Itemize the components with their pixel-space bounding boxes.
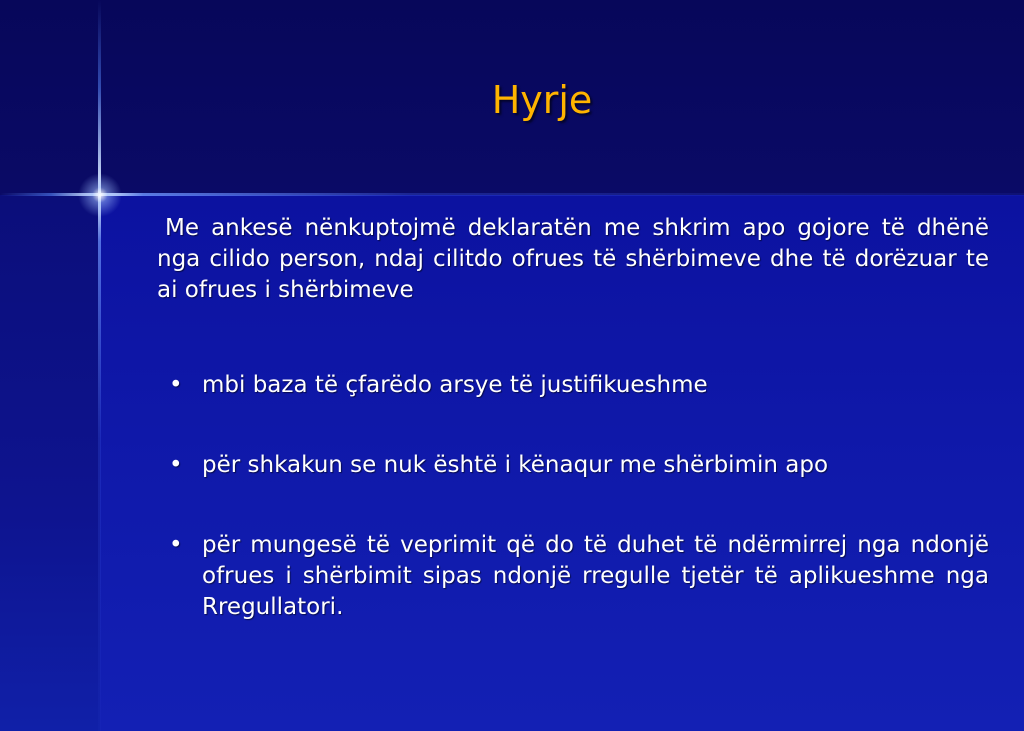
bullet-text: për shkakun se nuk është i kënaqur me shërbimin apo bbox=[202, 452, 829, 478]
bullet-icon: • bbox=[169, 372, 183, 398]
intro-paragraph: Me ankesë nënkuptojmë deklaratën me shkrim apo gojore të dhënë nga cilido person, ndaj cilitdo ofrues të shërbimeve dhe të dorëzuar te ai ofrues i shërbimeve bbox=[157, 215, 989, 303]
list-item bbox=[165, 370, 989, 401]
bullet-list bbox=[165, 370, 989, 623]
bullet-icon: • bbox=[169, 532, 183, 558]
list-item bbox=[165, 450, 989, 481]
star-flare-icon bbox=[78, 173, 122, 217]
bullet-text: për mungesë të veprimit që do të duhet të ndërmirrej nga ndonjë ofrues i shërbimit sipas ndonjë rregulle tjetër të aplikueshme nga Rregullatori. bbox=[202, 532, 989, 620]
list-item bbox=[165, 530, 989, 623]
horizontal-light-line bbox=[0, 193, 1024, 196]
bullet-icon: • bbox=[169, 452, 183, 478]
left-band bbox=[0, 195, 100, 731]
slide-title: Hyrje bbox=[491, 78, 593, 122]
bullet-text: mbi baza të çfarëdo arsye të justifikueshme bbox=[202, 372, 708, 398]
